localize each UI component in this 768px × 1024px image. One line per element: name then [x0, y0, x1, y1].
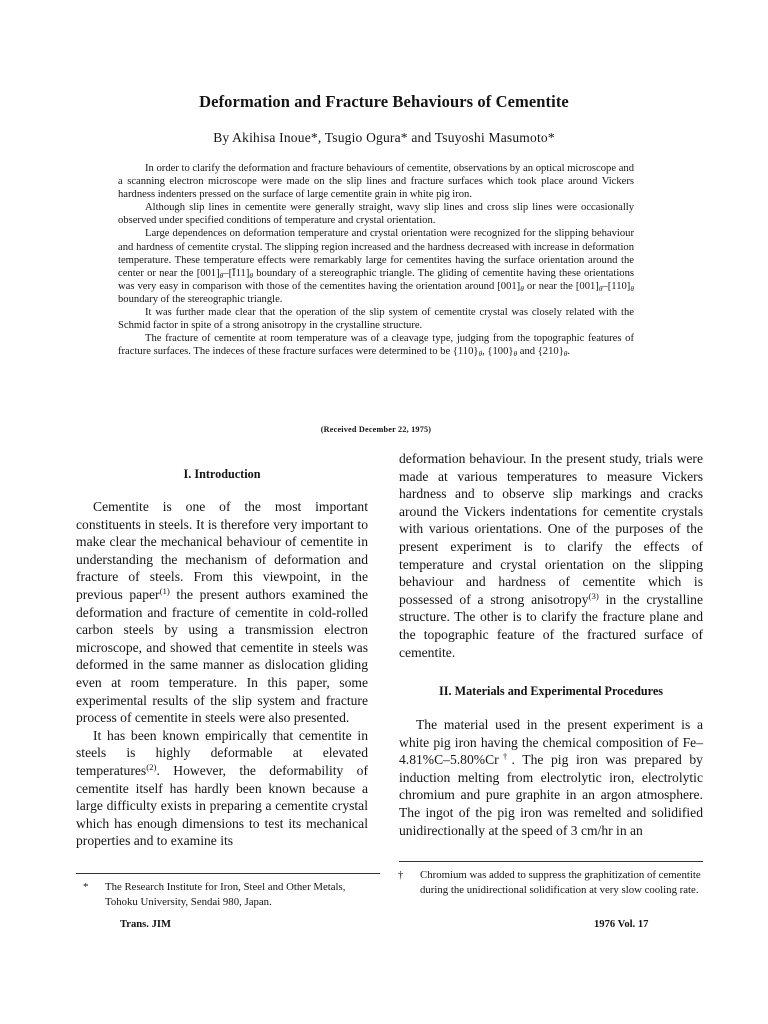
footnote-divider	[399, 861, 703, 862]
subscript-theta: θ	[249, 270, 254, 280]
body-paragraph	[76, 498, 368, 727]
abstract-text: –[110]	[602, 280, 631, 292]
right-column-materials	[399, 716, 703, 839]
reference-marker: (2)	[146, 762, 157, 773]
journal-volume: 1976 Vol. 17	[594, 919, 649, 930]
journal-name: Trans. JIM	[120, 919, 172, 930]
abstract-paragraph: It was further made clear that the operation of the slip system of cementite crystal was closely related with the Schmid factor in spite of a strong anisotropy in the crystalline structure.	[118, 307, 634, 332]
abstract-paragraph: Although slip lines in cementite were generally straight, wavy slip lines and cross slip lines were occasionally observed under specified conditions of temperature and crystal orientation.	[118, 202, 634, 227]
footnote-mark: †	[398, 869, 404, 881]
abstract-paragraph: In order to clarify the deformation and fracture behaviours of cementite, observations by an optical microscope and a scanning electron microscope were made on the slip lines and fracture surfaces which took place around Vickers hardness indenters pressed on the surface of large cementite grain in white pig iron.	[118, 163, 634, 201]
subscript-theta: θ	[520, 283, 524, 293]
section-heading-materials: II. Materials and Experimental Procedures	[439, 684, 663, 698]
footnote-marker: †	[498, 751, 512, 762]
abstract-text: boundary of the stereographic triangle.	[118, 293, 283, 305]
body-text: The material used in the present experiment is a white pig iron having the chemical composition of Fe–4.81%C–5.80%Cr	[399, 717, 703, 768]
abstract	[118, 162, 634, 358]
section-heading-introduction: I. Introduction	[183, 467, 261, 481]
footnote-mark: *	[83, 881, 89, 893]
body-text: deformation behaviour. In the present study, trials were made at various temperatures to measure Vickers hardness and to observe slip markings and cracks around the Vickers indentations for cementite crystals with various orientations. One of the purposes of the present experiment is to clarify the effects of temperature and crystal orientation on the slipping behaviour and hardness of cementite which is possessed of a strong anisotropy	[399, 451, 703, 607]
footnote-divider	[76, 873, 380, 874]
subscript-theta: θ	[478, 349, 483, 359]
body-text: in the crystalline structure. The other is to clarify the fracture plane and the topographic feature of the fractured surface of cementite.	[399, 591, 703, 660]
subscript-theta: θ	[563, 349, 568, 359]
reference-marker: (1)	[159, 586, 170, 597]
abstract-text: and {210}	[517, 346, 564, 358]
left-column	[76, 498, 368, 850]
body-text: the present authors examined the deformation and fracture of cementite in cold-rolled carbon steels by using a transmission electron microscope, and showed that cementite in steels was deformed in the same manner as dislocation gliding even at room temperature. In this paper, some experimental results of the slip system and fracture process of cementite in steels were also presented.	[76, 586, 368, 726]
body-paragraph	[399, 450, 703, 661]
abstract-text: Large dependences on deformation temperature and crystal orientation were recognized for the slipping behaviour and hardness of cementite crystal. The slipping region increased and the hardness decreased with increase in deformation temperature. These temperature effects were remarkably large for cementites having the surface orientation around the center or near the [001]	[118, 228, 634, 279]
subscript-theta: θ	[513, 349, 518, 359]
body-paragraph	[76, 727, 368, 850]
body-text: . The pig iron was prepared by induction melting from electrolytic iron, electrolytic chromium and pure graphite in an argon atmosphere. The ingot of the pig iron was remelted and solidified unidirectionally at the speed of 3 cm/hr in an	[399, 752, 703, 838]
body-paragraph	[399, 716, 703, 839]
abstract-text: [Ī11]	[228, 267, 250, 279]
footnote-text: Chromium was added to suppress the graphitization of cementite during the unidirectional solidification at very slow cooling rate.	[420, 869, 701, 896]
received-date: (Received December 22, 1975)	[320, 425, 432, 434]
abstract-dash: –	[223, 267, 229, 279]
subscript-theta: θ	[219, 270, 224, 280]
abstract-text: The fracture of cementite at room temperature was of a cleavage type, judging from the topographic features of fracture surfaces. The indeces of these fracture surfaces were determined to be {110}	[118, 333, 634, 358]
abstract-paragraph	[118, 332, 634, 358]
article-title: Deformation and Fracture Behaviours of Cementite	[199, 92, 569, 111]
subscript-theta: θ	[630, 283, 634, 293]
article-authors: By Akihisa Inoue*, Tsugio Ogura* and Tsuyoshi Masumoto*	[213, 130, 555, 145]
footnote-chromium	[398, 868, 702, 897]
abstract-text: , {100}	[482, 346, 514, 358]
footnote-text: The Research Institute for Iron, Steel and Other Metals, Tohoku University, Sendai 980, Japan.	[105, 881, 346, 908]
body-text: Cementite is one of the most important constituents in steels. It is therefore very important to make clear the mechanical behaviour of cementite in understanding the mechanism of deformation and fracture of steels. From this viewpoint, in the previous paper	[76, 499, 368, 602]
reference-marker: (3)	[588, 590, 599, 601]
abstract-paragraph	[118, 227, 634, 306]
body-text: It has been known empirically that cementite in steels is highly deformable at elevated temperatures	[76, 727, 368, 778]
right-column	[399, 450, 703, 661]
abstract-text: boundary of a stereographic triangle. The gliding of cementite having these orientations was very easy in comparison with those of the cementites having the orientation around [001]	[118, 267, 634, 292]
subscript-theta: θ	[598, 283, 603, 293]
abstract-text: .	[567, 346, 571, 358]
body-text: . However, the deformability of cementite itself has hardly been known because a large difficulty exists in preparing a cementite crystal which has enough dimensions to test its mechanical properties and to examine its	[76, 762, 368, 849]
footnote-affiliation	[83, 880, 367, 909]
abstract-text: or near the [001]	[523, 280, 599, 292]
